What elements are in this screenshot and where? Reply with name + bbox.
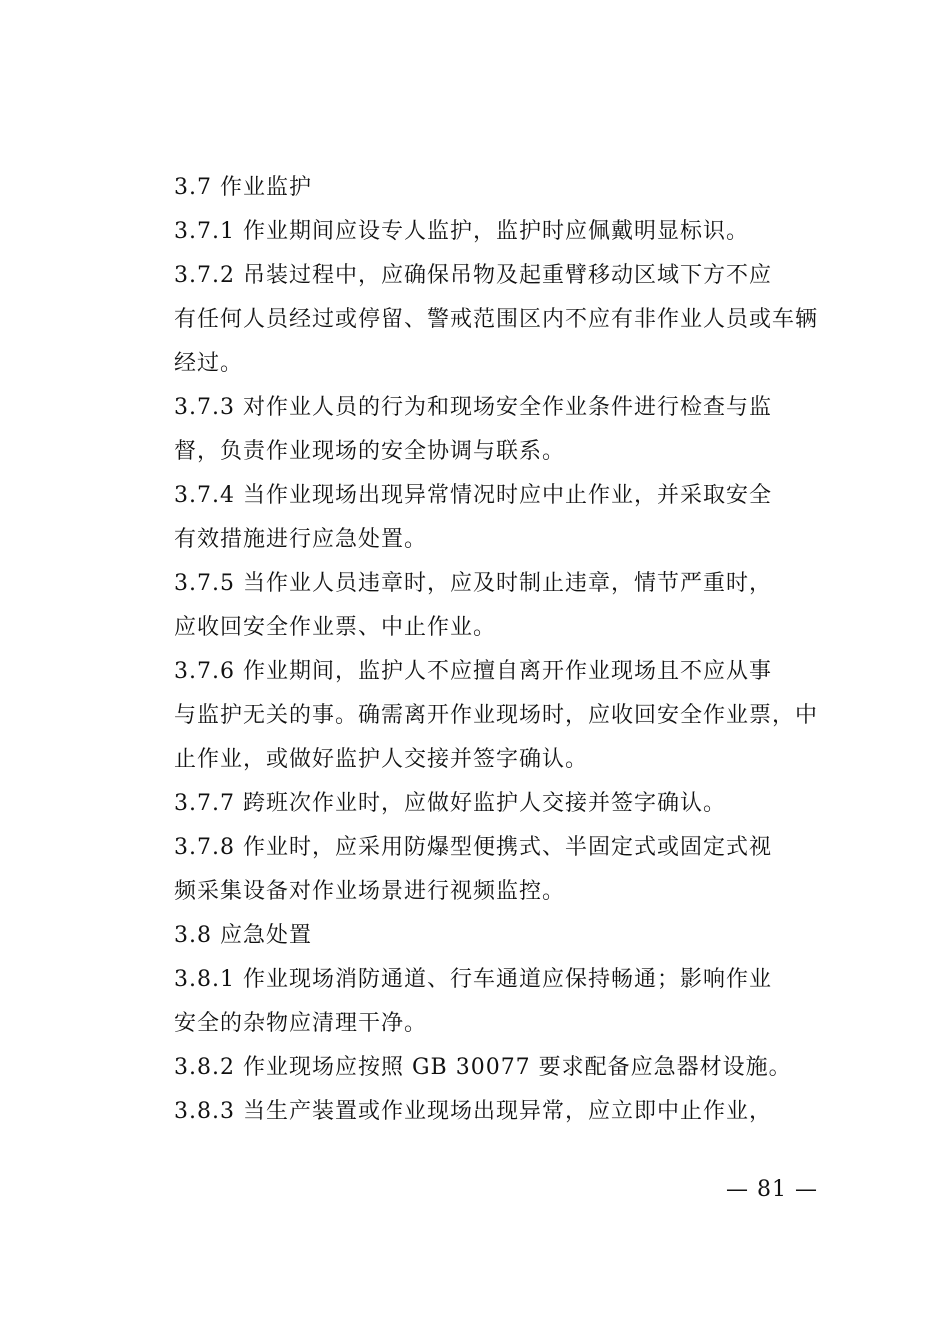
text-line: 3.7.7 跨班次作业时，应做好监护人交接并签字确认。 xyxy=(174,791,726,816)
section-heading-3-8 xyxy=(126,914,818,958)
text-line: 3.7.3 对作业人员的行为和现场安全作业条件进行检查与监 xyxy=(174,395,772,420)
paragraph-3-7-4 xyxy=(126,474,818,562)
paragraph-3-7-2 xyxy=(126,254,818,386)
paragraph-3-8-2 xyxy=(126,1046,818,1090)
paragraph-3-8-3 xyxy=(126,1090,818,1134)
text-line: 频采集设备对作业场景进行视频监控。 xyxy=(174,879,566,904)
paragraph-3-7-6 xyxy=(126,650,818,782)
text-line: 3.8.1 作业现场消防通道、行车通道应保持畅通；影响作业 xyxy=(174,967,772,992)
text-line: 与监护无关的事。确需离开作业现场时，应收回安全作业票，中 xyxy=(174,703,819,728)
paragraph-3-7-3 xyxy=(126,386,818,474)
text-line: 3.7.6 作业期间，监护人不应擅自离开作业现场且不应从事 xyxy=(174,659,772,684)
text-line: 3.7 作业监护 xyxy=(174,175,312,200)
paragraph-3-7-7 xyxy=(126,782,818,826)
text-line: 有效措施进行应急处置。 xyxy=(174,527,428,552)
text-line: 3.7.5 当作业人员违章时，应及时制止违章，情节严重时， xyxy=(174,571,772,596)
text-line: 安全的杂物应清理干净。 xyxy=(174,1011,428,1036)
text-line: 经过。 xyxy=(174,351,244,376)
section-heading-3-7 xyxy=(126,166,818,210)
text-line: 止作业，或做好监护人交接并签字确认。 xyxy=(174,747,589,772)
body-text xyxy=(126,166,818,1134)
text-line: 督，负责作业现场的安全协调与联系。 xyxy=(174,439,566,464)
text-line: 有任何人员经过或停留、警戒范围区内不应有非作业人员或车辆 xyxy=(174,307,819,332)
text-line: 3.8.2 作业现场应按照 GB 30077 要求配备应急器材设施。 xyxy=(174,1055,792,1080)
paragraph-3-7-8 xyxy=(126,826,818,914)
paragraph-3-7-5 xyxy=(126,562,818,650)
text-line: 3.8 应急处置 xyxy=(174,923,312,948)
page-number: — 81 — xyxy=(726,1177,818,1202)
text-line: 3.7.2 吊装过程中，应确保吊物及起重臂移动区域下方不应 xyxy=(174,263,772,288)
text-line: 3.7.1 作业期间应设专人监护，监护时应佩戴明显标识。 xyxy=(174,219,749,244)
text-line: 应收回安全作业票、中止作业。 xyxy=(174,615,497,640)
text-line: 3.7.4 当作业现场出现异常情况时应中止作业，并采取安全 xyxy=(174,483,772,508)
paragraph-3-8-1 xyxy=(126,958,818,1046)
text-line: 3.8.3 当生产装置或作业现场出现异常，应立即中止作业， xyxy=(174,1099,772,1124)
paragraph-3-7-1 xyxy=(126,210,818,254)
text-line: 3.7.8 作业时，应采用防爆型便携式、半固定式或固定式视 xyxy=(174,835,772,860)
